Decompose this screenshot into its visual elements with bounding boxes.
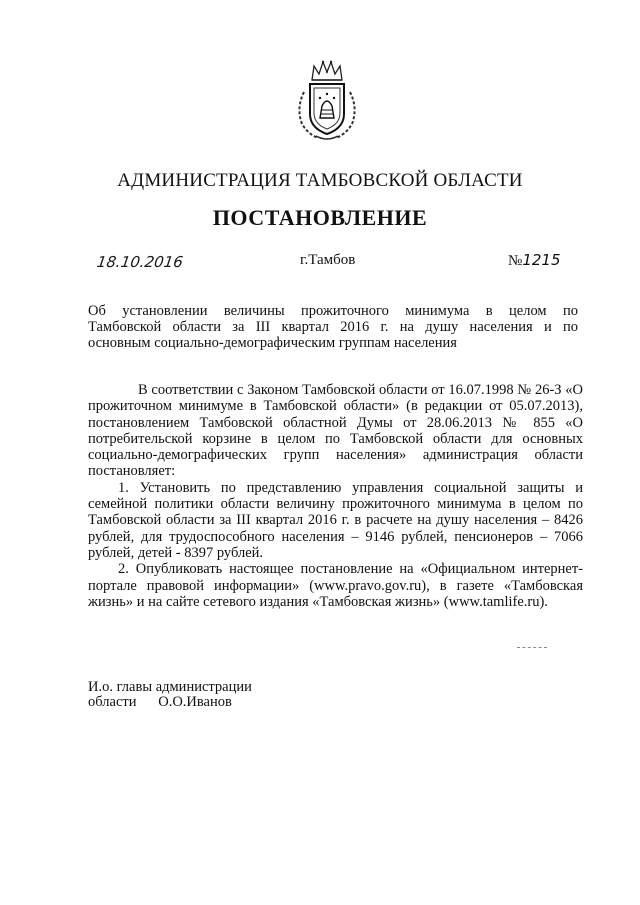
scan-mark <box>517 647 547 649</box>
signatory-name: О.О.Иванов <box>158 694 232 710</box>
organization-name: АДМИНИСТРАЦИЯ ТАМБОВСКОЙ ОБЛАСТИ <box>117 170 523 191</box>
subject-line: основным социально-демографическим группам населения <box>88 335 457 351</box>
subject-line: Тамбовской области за III квартал 2016 г. на душу населения и по <box>88 319 578 335</box>
signature-block <box>88 680 252 710</box>
document-body <box>88 382 583 610</box>
signature-line-2 <box>88 695 252 710</box>
signature-position: И.о. главы администрации <box>88 679 252 695</box>
subject-line: Об установлении величины прожиточного минимума в целом по <box>88 303 578 319</box>
item-1-paragraph: 1. Установить по представлению управления социальной защиты и семейной политики области величину прожиточного минимума в целом по Тамбовской области за III квартал 2016 г. в расчете на душу населения – 8426 рублей, для трудоспособного населения – 9146 рублей, пенсионеров – 7066 рублей, детей - 8397 рублей. <box>88 479 583 561</box>
number-prefix: № <box>508 253 523 269</box>
intro-paragraph: В соответствии с Законом Тамбовской области от 16.07.1998 № 26-З «О прожиточном минимуме в Тамбовской области» (в редакции от 05.07.2013), постановлением Тамбовской областной Думы от 28.06.2013 № 855 «О потребительской корзине в целом по Тамбовской области для основных социально-демографических групп населения» администрация области постановляет: <box>88 382 583 480</box>
item-2-paragraph: 2. Опубликовать настоящее постановление на «Официальном интернет-портале правовой информации» (www.pravo.gov.ru), в газете «Тамбовская жизнь» и на сайте сетевого издания «Тамбовская жизнь» (www.tamlife.ru). <box>88 561 583 610</box>
document-date: 18.10.2016 <box>95 253 185 271</box>
document-number <box>508 251 561 270</box>
signature-region: области <box>88 694 137 710</box>
document-city: г.Тамбов <box>300 252 356 268</box>
coat-of-arms-emblem <box>294 58 360 142</box>
document-title: ПОСТАНОВЛЕНИЕ <box>212 205 428 230</box>
number-value: 1215 <box>522 251 561 269</box>
document-subject <box>88 303 578 351</box>
